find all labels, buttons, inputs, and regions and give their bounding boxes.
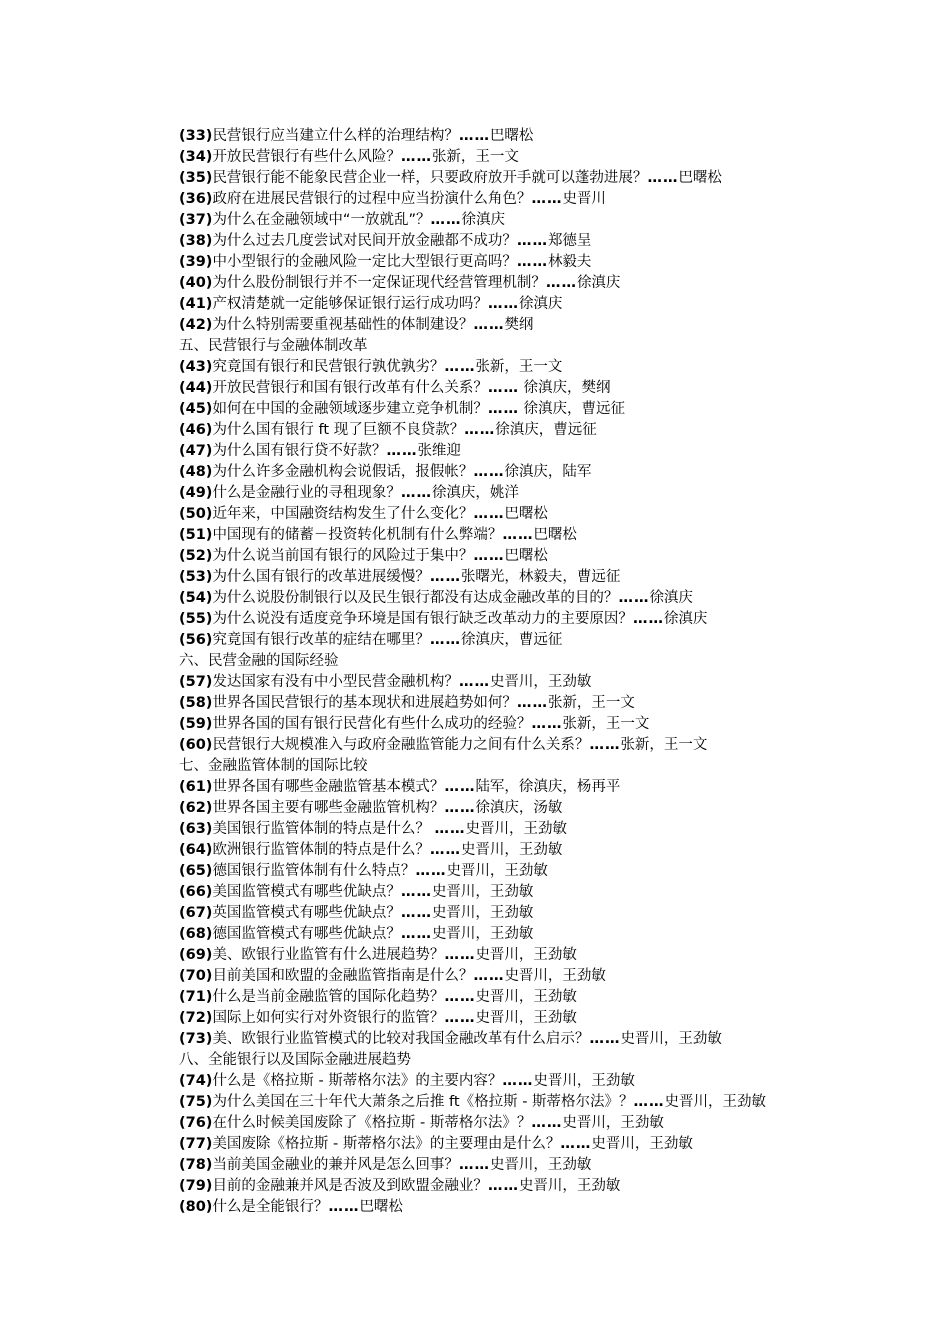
leader-dots: …… <box>560 1136 592 1152</box>
question-text: 究竟国有银行改革的症结在哪里？ <box>212 632 430 648</box>
question-number: (42) <box>179 317 213 333</box>
question-line <box>145 420 810 441</box>
leader-dots: …… <box>464 422 496 438</box>
question-line <box>145 315 810 336</box>
question-text: 什么是当前金融监管的国际化趋势？ <box>212 989 445 1005</box>
question-author: 陆军，徐滇庆，杨再平 <box>475 779 621 795</box>
question-author: 巴曙松 <box>359 1199 403 1215</box>
question-text: 美国监管模式有哪些优缺点？ <box>212 884 401 900</box>
question-text: 开放民营银行有些什么风险？ <box>212 149 401 165</box>
question-line <box>145 861 810 882</box>
question-line <box>145 168 810 189</box>
question-number: (73) <box>179 1031 213 1047</box>
question-number: (57) <box>179 674 213 690</box>
question-line <box>145 609 810 630</box>
leader-dots: …… <box>400 149 432 165</box>
question-line <box>145 672 810 693</box>
question-text: 为什么国有银行贷不好款？ <box>212 443 387 459</box>
question-author: 史晋川，王劲敏 <box>489 674 592 690</box>
question-text: 在什么时候美国废除了《格拉斯 - 斯蒂格尔法》？ <box>212 1115 532 1131</box>
question-line <box>145 1155 810 1176</box>
question-author: 张曙光，林毅夫，曹远征 <box>460 569 621 585</box>
question-author: 史晋川，王劲敏 <box>620 1031 722 1047</box>
question-author: 史晋川，王劲敏 <box>446 863 548 879</box>
question-number: (37) <box>179 212 213 228</box>
question-number: (74) <box>179 1073 213 1089</box>
leader-dots: …… <box>400 485 432 501</box>
question-number: (79) <box>179 1178 213 1194</box>
leader-dots: …… <box>434 821 466 837</box>
leader-dots: …… <box>400 905 432 921</box>
leader-dots: …… <box>502 1073 534 1089</box>
question-author: 徐滇庆，姚洋 <box>431 485 519 501</box>
question-line <box>145 903 810 924</box>
question-number: (52) <box>179 548 213 564</box>
question-line <box>145 399 810 420</box>
question-author: 史晋川，王劲敏 <box>562 1115 664 1131</box>
question-text: 如何在中国的金融领域逐步建立竞争机制？ <box>212 401 488 417</box>
question-line <box>145 462 810 483</box>
question-text: 当前美国金融业的兼并风是怎么回事？ <box>212 1157 459 1173</box>
question-text: 为什么说股份制银行以及民生银行都没有达成金融改革的目的？ <box>212 590 619 606</box>
question-text: 为什么许多金融机构会说假话，报假帐？ <box>212 464 474 480</box>
section-heading: 八、全能银行以及国际金融进展趋势 <box>179 1052 411 1068</box>
leader-dots: …… <box>502 527 534 543</box>
question-number: (80) <box>179 1199 213 1215</box>
question-author: 史晋川，王劲敏 <box>533 1073 635 1089</box>
question-text: 为什么特别需要重视基础性的体制建设？ <box>212 317 474 333</box>
question-line <box>145 693 810 714</box>
leader-dots: …… <box>589 1031 621 1047</box>
leader-dots: …… <box>386 443 418 459</box>
question-text: 德国银行监管体制有什么特点？ <box>212 863 416 879</box>
question-text: 中小型银行的金融风险一定比大型银行更高吗？ <box>212 254 517 270</box>
question-number: (69) <box>179 947 213 963</box>
question-line <box>145 231 810 252</box>
question-text: 产权清楚就一定能够保证银行运行成功吗？ <box>212 296 488 312</box>
question-number: (70) <box>179 968 213 984</box>
leader-dots: …… <box>545 275 577 291</box>
question-number: (51) <box>179 527 213 543</box>
question-line <box>145 588 810 609</box>
question-text: 为什么在金融领域中“一放就乱”？ <box>212 212 431 228</box>
question-author: 史晋川，王劲敏 <box>465 821 568 837</box>
question-line <box>145 504 810 525</box>
question-text: 世界各国的国有银行民营化有些什么成功的经验？ <box>212 716 532 732</box>
question-line <box>145 567 810 588</box>
question-number: (54) <box>179 590 213 606</box>
question-number: (65) <box>179 863 213 879</box>
question-text: 什么是《格拉斯 - 斯蒂格尔法》的主要内容？ <box>212 1073 503 1089</box>
question-line <box>145 987 810 1008</box>
question-author: 徐滇庆 <box>576 275 621 291</box>
leader-dots: …… <box>444 947 476 963</box>
question-author: 史晋川，王劲敏 <box>475 947 577 963</box>
leader-dots: …… <box>473 548 505 564</box>
leader-dots: …… <box>516 254 548 270</box>
question-author: 徐滇庆，汤敏 <box>475 800 563 816</box>
question-line <box>145 777 810 798</box>
question-text: 为什么股份制银行并不一定保证现代经营管理机制？ <box>212 275 546 291</box>
leader-dots: …… <box>531 1115 563 1131</box>
question-line <box>145 273 810 294</box>
question-author: 郑德呈 <box>547 233 592 249</box>
leader-dots: …… <box>473 317 505 333</box>
question-line <box>145 1071 810 1092</box>
question-author: 林毅夫 <box>547 254 592 270</box>
question-line <box>145 483 810 504</box>
question-number: (50) <box>179 506 213 522</box>
question-number: (47) <box>179 443 213 459</box>
question-text: 民营银行大规模准入与政府金融监管能力之间有什么关系？ <box>212 737 590 753</box>
leader-dots: …… <box>444 1010 476 1026</box>
question-number: (71) <box>179 989 213 1005</box>
leader-dots: …… <box>618 590 650 606</box>
question-number: (53) <box>179 569 213 585</box>
question-number: (33) <box>179 128 213 144</box>
leader-dots: …… <box>444 989 476 1005</box>
question-number: (66) <box>179 884 213 900</box>
question-author: 史晋川 <box>562 191 606 207</box>
leader-dots: …… <box>473 464 505 480</box>
question-author: 史晋川，王劲敏 <box>431 905 534 921</box>
question-text: 世界各国有哪些金融监管基本模式？ <box>212 779 445 795</box>
question-author: 巴曙松 <box>533 527 577 543</box>
question-number: (67) <box>179 905 213 921</box>
question-text: 世界各国主要有哪些金融监管机构？ <box>212 800 445 816</box>
question-number: (75) <box>179 1094 213 1110</box>
question-author: 徐滇庆，陆军 <box>504 464 592 480</box>
leader-dots: …… <box>633 1094 665 1110</box>
leader-dots: …… <box>444 359 476 375</box>
question-text: 目前美国和欧盟的金融监管指南是什么？ <box>212 968 474 984</box>
question-author: 巴曙松 <box>504 506 548 522</box>
leader-dots: …… <box>632 611 664 627</box>
question-text: 开放民营银行和国有银行改革有什么关系？ <box>212 380 488 396</box>
question-number: (64) <box>179 842 213 858</box>
question-line <box>145 1176 810 1197</box>
leader-dots: …… <box>458 128 490 144</box>
question-text: 英国监管模式有哪些优缺点？ <box>212 905 401 921</box>
question-text: 为什么美国在三十年代大萧条之后推 ft《格拉斯 - 斯蒂格尔法》？ <box>212 1094 634 1110</box>
question-author: 史晋川，王劲敏 <box>460 842 563 858</box>
leader-dots: …… <box>647 170 679 186</box>
question-line <box>145 819 810 840</box>
question-line <box>145 525 810 546</box>
question-author: 徐滇庆 <box>649 590 693 606</box>
question-number: (34) <box>179 149 213 165</box>
question-text: 目前的金融兼并风是否波及到欧盟金融业？ <box>212 1178 488 1194</box>
question-number: (78) <box>179 1157 213 1173</box>
leader-dots: …… <box>458 674 490 690</box>
leader-dots: …… <box>487 296 519 312</box>
leader-dots: …… <box>473 968 505 984</box>
leader-dots: …… <box>487 1178 519 1194</box>
question-line <box>145 126 810 147</box>
question-text: 近年来，中国融资结构发生了什么变化？ <box>212 506 474 522</box>
question-text: 美国废除《格拉斯 - 斯蒂格尔法》的主要理由是什么？ <box>212 1136 561 1152</box>
leader-dots: …… <box>429 632 461 648</box>
question-author: 徐滇庆 <box>461 212 505 228</box>
leader-dots: …… <box>429 842 461 858</box>
question-author: 巴曙松 <box>678 170 722 186</box>
section-heading: 六、民营金融的国际经验 <box>179 653 339 669</box>
question-author: 徐滇庆，曹远征 <box>518 401 626 417</box>
question-author: 史晋川，王劲敏 <box>431 884 534 900</box>
question-author: 张新，王一文 <box>547 695 635 711</box>
question-line <box>145 357 810 378</box>
leader-dots: …… <box>430 212 462 228</box>
question-line <box>145 441 810 462</box>
question-author: 史晋川，王劲敏 <box>475 989 577 1005</box>
question-line <box>145 840 810 861</box>
question-number: (76) <box>179 1115 213 1131</box>
leader-dots: …… <box>589 737 621 753</box>
question-number: (38) <box>179 233 213 249</box>
question-text: 为什么说没有适度竞争环境是国有银行缺乏改革动力的主要原因？ <box>212 611 633 627</box>
question-author: 徐滇庆 <box>518 296 563 312</box>
question-text: 为什么国有银行 ft 现了巨额不良贷款？ <box>212 422 465 438</box>
question-author: 巴曙松 <box>489 128 534 144</box>
question-author: 史晋川，王劲敏 <box>518 1178 621 1194</box>
question-text: 发达国家有没有中小型民营金融机构？ <box>212 674 459 690</box>
question-number: (60) <box>179 737 213 753</box>
question-text: 美国银行监管体制的特点是什么？ <box>212 821 435 837</box>
question-number: (43) <box>179 359 213 375</box>
question-number: (46) <box>179 422 213 438</box>
leader-dots: …… <box>531 191 563 207</box>
question-number: (63) <box>179 821 213 837</box>
question-number: (59) <box>179 716 213 732</box>
leader-dots: …… <box>400 926 432 942</box>
question-number: (44) <box>179 380 213 396</box>
question-text: 什么是金融行业的寻租现象？ <box>212 485 401 501</box>
question-text: 欧洲银行监管体制的特点是什么？ <box>212 842 430 858</box>
leader-dots: …… <box>415 863 447 879</box>
leader-dots: …… <box>516 233 548 249</box>
question-text: 政府在进展民营银行的过程中应当扮演什么角色？ <box>212 191 532 207</box>
question-number: (72) <box>179 1010 213 1026</box>
question-text: 美、欧银行业监管有什么进展趋势？ <box>212 947 445 963</box>
question-author: 张新，王一文 <box>475 359 563 375</box>
question-text: 中国现有的储蓄－投资转化机制有什么弊端？ <box>212 527 503 543</box>
question-author: 史晋川，王劲敏 <box>504 968 606 984</box>
question-number: (77) <box>179 1136 213 1152</box>
question-text: 究竟国有银行和民营银行孰优孰劣？ <box>212 359 445 375</box>
question-line <box>145 924 810 945</box>
question-line <box>145 714 810 735</box>
question-line <box>145 294 810 315</box>
question-number: (45) <box>179 401 213 417</box>
question-number: (62) <box>179 800 213 816</box>
question-author: 徐滇庆，曹远征 <box>495 422 597 438</box>
section-heading: 七、金融监管体制的国际比较 <box>179 758 368 774</box>
question-line <box>145 945 810 966</box>
leader-dots: …… <box>328 1199 360 1215</box>
question-number: (41) <box>179 296 213 312</box>
leader-dots: …… <box>531 716 563 732</box>
leader-dots: …… <box>487 401 519 417</box>
question-author: 巴曙松 <box>504 548 548 564</box>
question-line <box>145 1029 810 1050</box>
leader-dots: …… <box>516 695 548 711</box>
question-number: (48) <box>179 464 213 480</box>
question-number: (49) <box>179 485 213 501</box>
question-author: 张新，王一文 <box>620 737 708 753</box>
section-heading: 五、民营银行与金融体制改革 <box>179 338 368 354</box>
question-author: 徐滇庆，樊纲 <box>518 380 611 396</box>
question-author: 张新，王一文 <box>431 149 519 165</box>
question-number: (68) <box>179 926 213 942</box>
question-line <box>145 1008 810 1029</box>
question-line <box>145 798 810 819</box>
question-author: 史晋川，王劲敏 <box>475 1010 577 1026</box>
question-line <box>145 966 810 987</box>
leader-dots: …… <box>400 884 432 900</box>
leader-dots: …… <box>444 779 476 795</box>
question-text: 为什么说当前国有银行的风险过于集中？ <box>212 548 474 564</box>
question-text: 德国监管模式有哪些优缺点？ <box>212 926 401 942</box>
question-author: 史晋川，王劲敏 <box>489 1157 592 1173</box>
question-author: 樊纲 <box>504 317 534 333</box>
question-text: 什么是全能银行？ <box>212 1199 329 1215</box>
leader-dots: …… <box>429 569 461 585</box>
question-line <box>145 882 810 903</box>
leader-dots: …… <box>444 800 476 816</box>
question-text: 为什么过去几度尝试对民间开放金融都不成功？ <box>212 233 517 249</box>
question-number: (56) <box>179 632 213 648</box>
question-text: 民营银行能不能象民营企业一样，只要政府放开手就可以蓬勃进展？ <box>212 170 648 186</box>
question-line <box>145 1134 810 1155</box>
question-text: 为什么国有银行的改革进展缓慢？ <box>212 569 430 585</box>
question-number: (58) <box>179 695 213 711</box>
question-line <box>145 252 810 273</box>
question-text: 美、欧银行业监管模式的比较对我国金融改革有什么启示？ <box>212 1031 590 1047</box>
question-author: 张维迎 <box>417 443 461 459</box>
question-line <box>145 378 810 399</box>
question-author: 徐滇庆，曹远征 <box>460 632 563 648</box>
leader-dots: …… <box>473 506 505 522</box>
question-text: 民营银行应当建立什么样的治理结构？ <box>212 128 459 144</box>
question-line <box>145 1197 810 1218</box>
question-number: (55) <box>179 611 213 627</box>
question-line <box>145 735 810 756</box>
document-body <box>145 126 810 1218</box>
question-author: 徐滇庆 <box>663 611 708 627</box>
question-line <box>145 210 810 231</box>
leader-dots: …… <box>487 380 519 396</box>
question-author: 张新，王一文 <box>562 716 650 732</box>
question-line <box>145 189 810 210</box>
question-line <box>145 630 810 651</box>
question-text: 世界各国民营银行的基本现状和进展趋势如何？ <box>212 695 517 711</box>
question-number: (35) <box>179 170 213 186</box>
question-line <box>145 546 810 567</box>
question-number: (36) <box>179 191 213 207</box>
question-author: 史晋川，王劲敏 <box>664 1094 767 1110</box>
question-line <box>145 1113 810 1134</box>
question-number: (40) <box>179 275 213 291</box>
question-author: 史晋川，王劲敏 <box>431 926 534 942</box>
question-author: 史晋川，王劲敏 <box>591 1136 693 1152</box>
question-text: 国际上如何实行对外资银行的监管？ <box>212 1010 445 1026</box>
question-line <box>145 1092 810 1113</box>
question-number: (39) <box>179 254 213 270</box>
leader-dots: …… <box>458 1157 490 1173</box>
question-number: (61) <box>179 779 213 795</box>
question-line <box>145 147 810 168</box>
